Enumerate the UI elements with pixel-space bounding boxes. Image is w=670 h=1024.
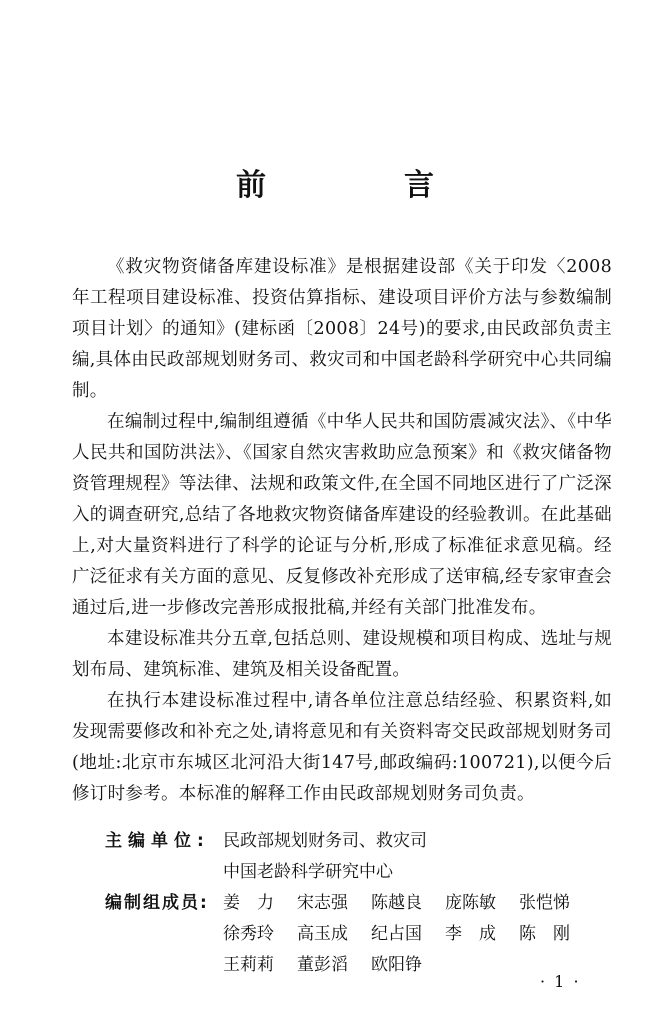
paragraph: 在执行本建设标准过程中,请各单位注意总结经验、积累资料,如发现需要修改和补充之处,请将意见和有关资料寄交民政部规划财务司(地址:北京市东城区北河沿大街147号,邮政编码:100721),以便今后修订时参考。本标准的解释工作由民政部规划财务司负责。 bbox=[72, 691, 612, 804]
editor-members-label: 编制组成员: bbox=[105, 893, 209, 913]
member-names bbox=[223, 919, 593, 950]
paragraph: 《救灾物资储备库建设标准》是根据建设部《关于印发〈2008年工程项目建设标准、投资估算指标、建设项目评价方法与参数编制项目计划〉的通知》(建标函〔2008〕24号)的要求,由民政部负责主编,具体由民政部规划财务司、救灾司和中国老龄科学研究中心共同编制。 bbox=[72, 257, 612, 401]
editors-block bbox=[105, 826, 593, 981]
editor-unit-row bbox=[105, 857, 593, 888]
preface-body bbox=[72, 252, 612, 810]
editor-members-row bbox=[105, 919, 593, 950]
page-title: 前 言 bbox=[236, 168, 488, 203]
editor-members-row bbox=[105, 888, 593, 919]
member-name: 徐秀玲 bbox=[223, 924, 274, 944]
page-number: · 1 · bbox=[540, 972, 581, 991]
member-name: 宋志强 bbox=[297, 893, 348, 913]
member-name: 董彭滔 bbox=[297, 955, 348, 975]
member-name: 李 成 bbox=[445, 924, 496, 944]
editor-unit-row bbox=[105, 826, 593, 857]
member-name: 张恺悌 bbox=[519, 893, 570, 913]
member-name: 陈 刚 bbox=[519, 924, 570, 944]
member-name: 王莉莉 bbox=[223, 955, 274, 975]
member-name: 欧阳铮 bbox=[371, 955, 422, 975]
editor-members-row bbox=[105, 950, 593, 981]
member-name: 庞陈敏 bbox=[445, 893, 496, 913]
member-name: 陈越良 bbox=[371, 893, 422, 913]
paragraph: 在编制过程中,编制组遵循《中华人民共和国防震减灾法》、《中华人民共和国防洪法》、《国家自然灾害救助应急预案》和《救灾储备物资管理规程》等法律、法规和政策文件,在全国不同地区进行了广泛深入的调查研究,总结了各地救灾物资储备库建设的经验教训。在此基础上,对大量资料进行了科学的论证与分析,形成了标准征求意见稿。经广泛征求有关方面的意见、反复修改补充形成了送审稿,经专家审查会通过后,进一步修改完善形成报批稿,并经有关部门批准发布。 bbox=[72, 412, 612, 618]
editor-unit-value: 中国老龄科学研究中心 bbox=[223, 862, 393, 882]
member-name: 高玉成 bbox=[297, 924, 348, 944]
member-name: 姜 力 bbox=[223, 893, 274, 913]
paragraph: 本建设标准共分五章,包括总则、建设规模和项目构成、选址与规划布局、建筑标准、建筑及相关设备配置。 bbox=[72, 629, 612, 680]
member-names bbox=[223, 950, 593, 981]
editor-unit-label: 主编单位: bbox=[105, 831, 210, 851]
member-names bbox=[223, 888, 593, 919]
editor-unit-value: 民政部规划财务司、救灾司 bbox=[223, 831, 427, 851]
member-name: 纪占国 bbox=[371, 924, 422, 944]
